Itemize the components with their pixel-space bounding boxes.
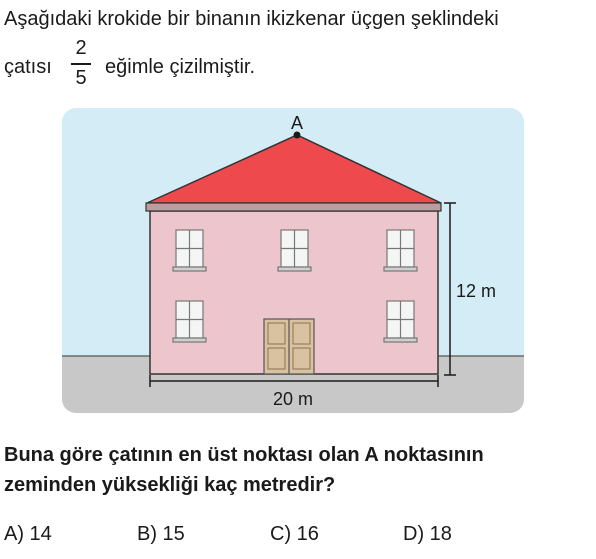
window-bottom-left: [173, 301, 206, 342]
intro-line-1: Aşağıdaki krokide bir binanın ikizkenar üçgen şeklindeki: [4, 8, 499, 30]
option-b[interactable]: B) 15: [137, 523, 185, 545]
fraction-numerator: 2: [75, 37, 87, 59]
window-top-middle: [278, 230, 311, 271]
width-label: 20 m: [272, 389, 314, 409]
window-top-left: [173, 230, 206, 271]
question-line-2: zeminden yüksekliği kaç metredir?: [4, 474, 336, 496]
height-label: 12 m: [456, 281, 497, 301]
option-d[interactable]: D) 18: [403, 523, 452, 545]
door: [264, 319, 314, 374]
roof-eave: [146, 203, 441, 211]
option-a[interactable]: A) 14: [4, 523, 52, 545]
apex-label: A: [290, 113, 304, 133]
window-top-right: [384, 230, 417, 271]
intro-word-egimle: eğimle çizilmiştir.: [105, 56, 256, 78]
question-text: [4, 440, 484, 500]
intro-word-catisi: çatısı: [4, 56, 52, 78]
fraction-denominator: 5: [75, 67, 87, 89]
question-line-1: Buna göre çatının en üst noktası olan A noktasının: [4, 444, 484, 466]
option-c[interactable]: C) 16: [270, 523, 319, 545]
window-bottom-right: [384, 301, 417, 342]
